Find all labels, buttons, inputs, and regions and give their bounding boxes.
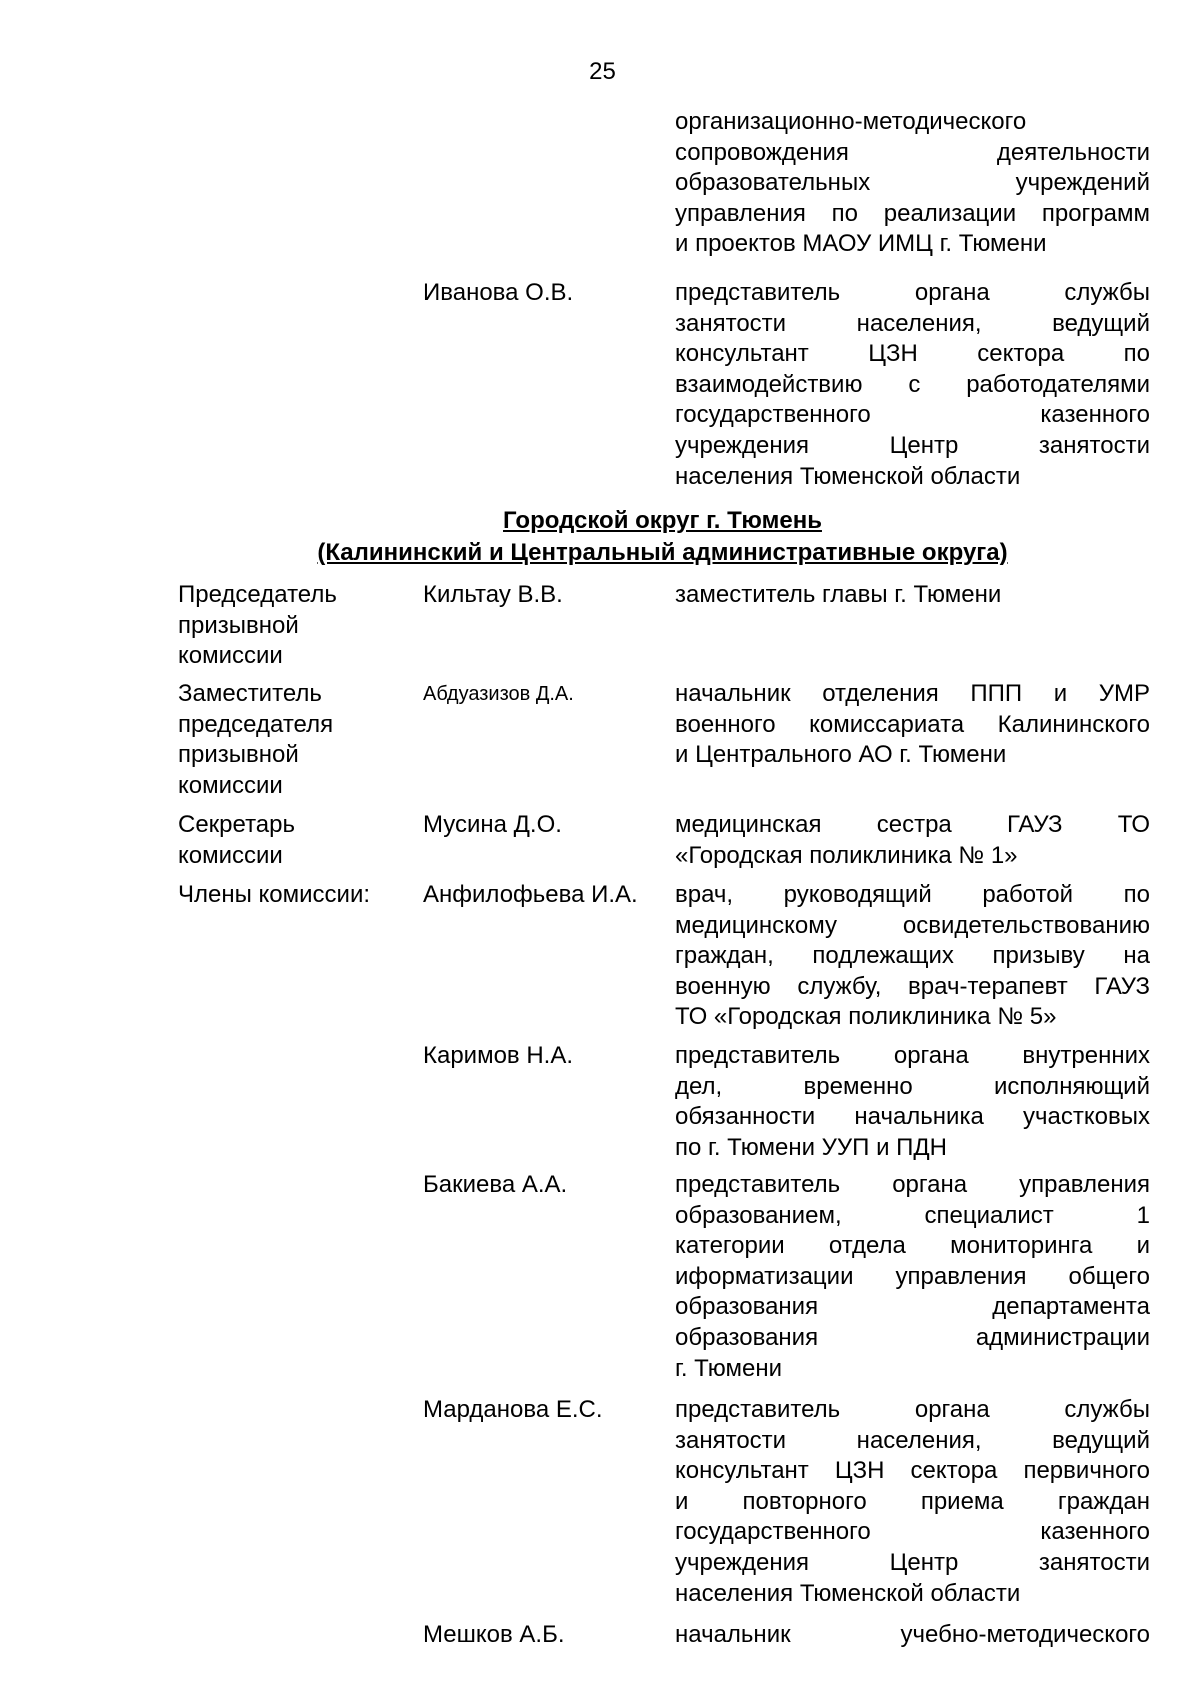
commission-role: Председатель призывной комиссии — [178, 581, 337, 670]
member-position — [675, 810, 1150, 871]
section-heading-line2: (Калининский и Центральный административные округа) — [317, 539, 1008, 566]
text-line: военную службу, врач-терапевт ГАУЗ — [675, 972, 1150, 1000]
member-position — [675, 1041, 1150, 1163]
text-line: и Центрального АО г. Тюмени — [675, 741, 1007, 769]
member-name: Бакиева А.А. — [423, 1171, 568, 1198]
text-line: государственного казенного — [675, 1518, 1150, 1546]
text-line: иформатизации управления общего — [675, 1262, 1150, 1290]
member-position — [675, 580, 1150, 611]
text-line: государственного казенного — [675, 401, 1150, 429]
text-line: образовательных учреждений — [675, 169, 1150, 197]
text-line: обязанности начальника участковых — [675, 1103, 1150, 1131]
text-line: учреждения Центр занятости — [675, 431, 1150, 459]
text-line: и повторного приема граждан — [675, 1487, 1150, 1515]
member-name: Мусина Д.О. — [423, 811, 562, 838]
text-line: медицинская сестра ГАУЗ ТО — [675, 811, 1150, 838]
member-name: Каримов Н.А. — [423, 1042, 574, 1069]
member-position — [675, 679, 1150, 771]
text-line: занятости населения, ведущий — [675, 1426, 1150, 1454]
text-line: образования администрации — [675, 1323, 1150, 1351]
text-line: категории отдела мониторинга и — [675, 1232, 1150, 1260]
text-line: и проектов МАОУ ИМЦ г. Тюмени — [675, 230, 1047, 258]
text-line: консультант ЦЗН сектора первичного — [675, 1457, 1150, 1485]
member-name: Абдуазизов Д.А. — [423, 683, 574, 705]
member-name: Иванова О.В. — [423, 279, 574, 306]
text-line: организационно-методического — [675, 108, 1027, 135]
text-line: граждан, подлежащих призыву на — [675, 942, 1150, 970]
member-name: Марданова Е.С. — [423, 1396, 603, 1423]
text-line: образованием, специалист 1 — [675, 1201, 1150, 1229]
text-line: заместитель главы г. Тюмени — [675, 581, 1002, 608]
member-position — [675, 1170, 1150, 1384]
text-line: ТО «Городская поликлиника № 5» — [675, 1003, 1057, 1031]
member-position — [675, 880, 1150, 1033]
member-name: Мешков А.Б. — [423, 1621, 565, 1648]
text-line: консультант ЦЗН сектора по — [675, 340, 1150, 368]
text-line: представитель органа службы — [675, 1396, 1150, 1423]
text-line: образования департамента — [675, 1293, 1150, 1321]
text-line: занятости населения, ведущий — [675, 309, 1150, 337]
text-line: военного комиссариата Калининского — [675, 710, 1150, 738]
text-line: представитель органа внутренних — [675, 1042, 1150, 1069]
member-position — [675, 278, 1150, 492]
text-line: взаимодействию с работодателями — [675, 370, 1150, 398]
commission-role: Члены комиссии: — [178, 881, 371, 908]
text-line: дел, временно исполняющий — [675, 1072, 1150, 1100]
text-line: медицинскому освидетельствованию — [675, 911, 1150, 939]
text-line: населения Тюменской области — [675, 462, 1021, 490]
continued-position-text — [675, 107, 1150, 260]
text-line: управления по реализации программ — [675, 199, 1150, 227]
text-line: учреждения Центр занятости — [675, 1548, 1150, 1576]
member-position — [675, 1620, 1150, 1651]
section-heading-line1: Городской округ г. Тюмень — [503, 507, 822, 534]
text-line: врач, руководящий работой по — [675, 881, 1150, 908]
text-line: г. Тюмени — [675, 1354, 783, 1382]
member-name: Кильтау В.В. — [423, 581, 563, 608]
page-number: 25 — [589, 58, 616, 85]
commission-role: Заместитель председателя призывной комиссии — [178, 680, 334, 799]
text-line: по г. Тюмени УУП и ПДН — [675, 1133, 948, 1161]
member-position — [675, 1395, 1150, 1609]
text-line: начальник учебно-методического — [675, 1621, 1150, 1648]
text-line: представитель органа службы — [675, 279, 1150, 306]
commission-role: Секретарь комиссии — [178, 811, 295, 869]
text-line: «Городская поликлиника № 1» — [675, 841, 1018, 869]
text-line: сопровождения деятельности — [675, 138, 1150, 166]
text-line: населения Тюменской области — [675, 1579, 1021, 1607]
text-line: начальник отделения ППП и УМР — [675, 680, 1150, 707]
text-line: представитель органа управления — [675, 1171, 1150, 1198]
member-name: Анфилофьева И.А. — [423, 881, 638, 908]
